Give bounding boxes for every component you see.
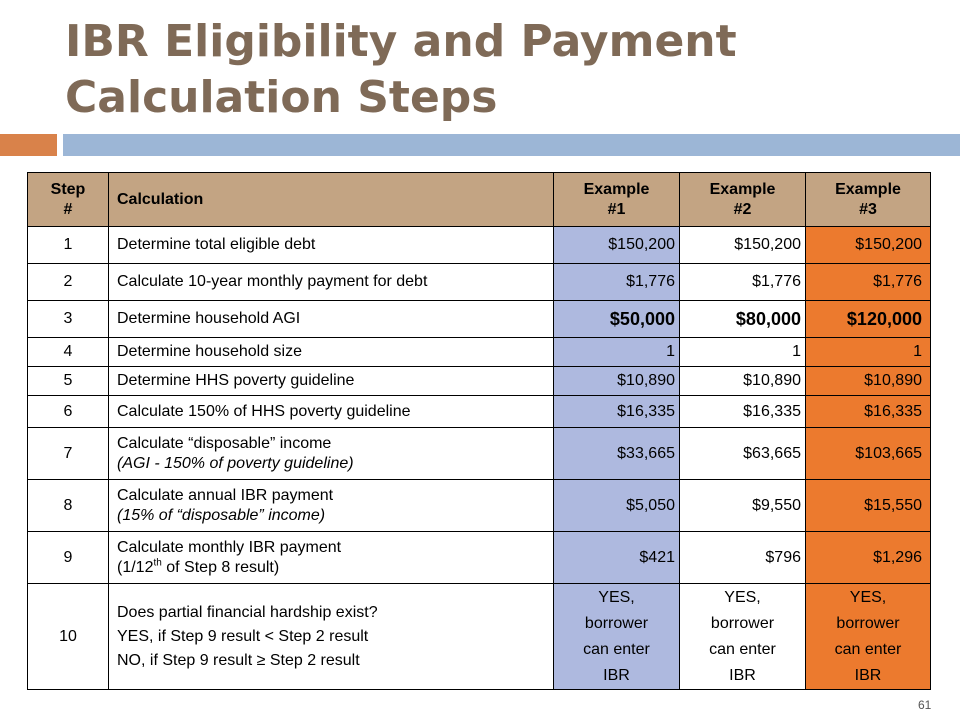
page-number: 61: [918, 698, 932, 712]
calculation-text: Calculate 150% of HHS poverty guideline: [109, 396, 554, 428]
header-step: Step #: [28, 173, 109, 227]
calculation-formula: (15% of “disposable” income): [117, 506, 326, 524]
step-number: 8: [28, 480, 109, 532]
calculation-line: NO, if Step 9 result ≥ Step 2 result: [117, 651, 360, 669]
calculation-line: Calculate “disposable” income: [117, 434, 332, 452]
step-number: 2: [28, 264, 109, 301]
example-2-value: $796: [680, 532, 806, 584]
example-1-value: $50,000: [554, 301, 680, 338]
table-row: [28, 480, 931, 532]
calculation-line: Does partial financial hardship exist?: [117, 603, 378, 621]
example-3-value: $150,200: [806, 227, 931, 264]
accent-bar-orange: [0, 134, 57, 156]
table-row: [28, 428, 931, 480]
example-2-value: $150,200: [680, 227, 806, 264]
step-number: 9: [28, 532, 109, 584]
example-1-value: 1: [554, 338, 680, 367]
example-2-value: $10,890: [680, 367, 806, 396]
slide-title: [65, 14, 925, 126]
ibr-steps-table: [27, 172, 931, 690]
example-3-value: $1,776: [806, 264, 931, 301]
example-2-value: $80,000: [680, 301, 806, 338]
example-1-value: $33,665: [554, 428, 680, 480]
calculation-formula: (1/12th of Step 8 result): [117, 557, 280, 576]
step-number: 10: [28, 584, 109, 690]
example-2-value: 1: [680, 338, 806, 367]
example-3-value: $10,890: [806, 367, 931, 396]
header-example-2: Example #2: [680, 173, 806, 227]
header-calculation: Calculation: [109, 173, 554, 227]
table-row: [28, 532, 931, 584]
example-3-value: $15,550: [806, 480, 931, 532]
example-3-value: 1: [806, 338, 931, 367]
table-header-row: [28, 173, 931, 227]
header-example-3: Example #3: [806, 173, 931, 227]
table-row: [28, 338, 931, 367]
example-3-value: $103,665: [806, 428, 931, 480]
table-row: [28, 367, 931, 396]
slide-title-line2: Calculation Steps: [65, 72, 498, 123]
header-example-1: Example #1: [554, 173, 680, 227]
calculation-line: Calculate monthly IBR payment: [117, 538, 342, 556]
calculation-text: [109, 532, 554, 584]
calculation-text: [109, 480, 554, 532]
calculation-formula: (AGI - 150% of poverty guideline): [117, 454, 354, 472]
example-2-value: $16,335: [680, 396, 806, 428]
example-2-value: YES, borrower can enter IBR: [680, 584, 806, 690]
example-2-value: $9,550: [680, 480, 806, 532]
example-1-value: YES, borrower can enter IBR: [554, 584, 680, 690]
calculation-text: Determine household size: [109, 338, 554, 367]
table-row: [28, 227, 931, 264]
example-3-value: $16,335: [806, 396, 931, 428]
table-row: [28, 584, 931, 690]
calculation-text: Calculate 10-year monthly payment for debt: [109, 264, 554, 301]
calculation-text: [109, 584, 554, 690]
calculation-text: [109, 428, 554, 480]
example-1-value: $1,776: [554, 264, 680, 301]
calculation-line: YES, if Step 9 result < Step 2 result: [117, 627, 369, 645]
example-2-value: $63,665: [680, 428, 806, 480]
example-1-value: $16,335: [554, 396, 680, 428]
example-3-value: YES, borrower can enter IBR: [806, 584, 931, 690]
accent-bar-blue: [63, 134, 960, 156]
table-row: [28, 396, 931, 428]
example-1-value: $10,890: [554, 367, 680, 396]
example-1-value: $5,050: [554, 480, 680, 532]
calculation-line: Calculate annual IBR payment: [117, 486, 334, 504]
slide-title-line1: IBR Eligibility and Payment: [65, 16, 737, 67]
example-1-value: $150,200: [554, 227, 680, 264]
example-3-value: $1,296: [806, 532, 931, 584]
step-number: 7: [28, 428, 109, 480]
step-number: 4: [28, 338, 109, 367]
calculation-text: Determine HHS poverty guideline: [109, 367, 554, 396]
table-row: [28, 264, 931, 301]
step-number: 6: [28, 396, 109, 428]
table-row: [28, 301, 931, 338]
calculation-text: Determine household AGI: [109, 301, 554, 338]
step-number: 3: [28, 301, 109, 338]
step-number: 1: [28, 227, 109, 264]
example-3-value: $120,000: [806, 301, 931, 338]
example-2-value: $1,776: [680, 264, 806, 301]
calculation-text: Determine total eligible debt: [109, 227, 554, 264]
step-number: 5: [28, 367, 109, 396]
example-1-value: $421: [554, 532, 680, 584]
